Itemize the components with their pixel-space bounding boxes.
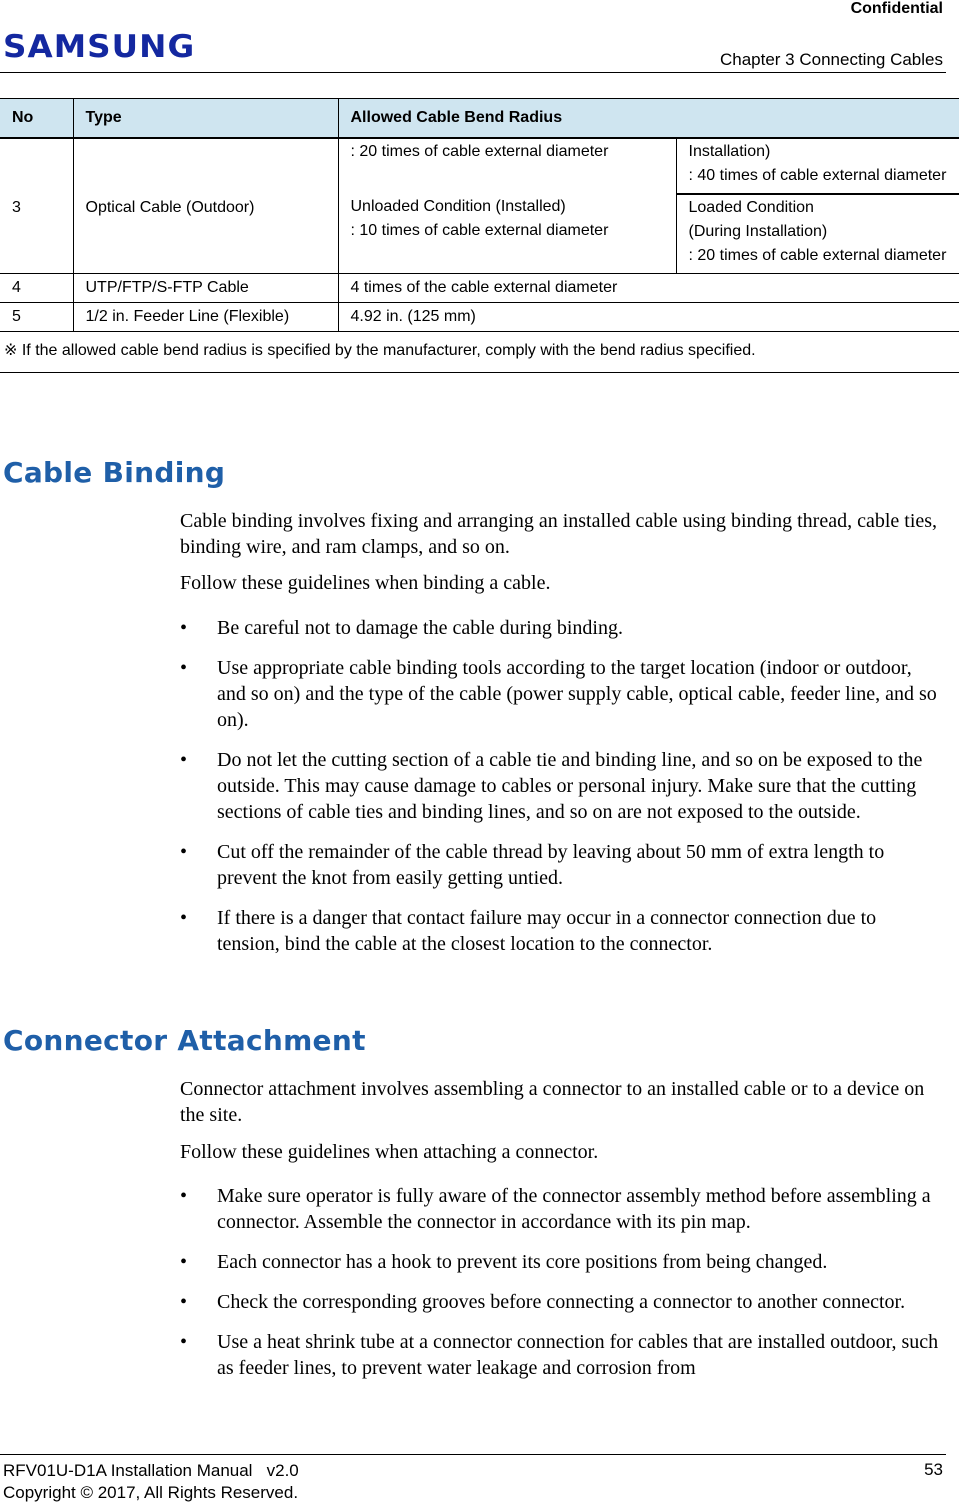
bullet-icon: • <box>180 841 188 863</box>
cell-type: 1/2 in. Feeder Line (Flexible) <box>73 303 338 332</box>
list-item-text: Cut off the remainder of the cable thread by leaving about 50 mm of extra length to prevent the knot from easily getting untied. <box>217 841 885 889</box>
cell-unloaded <box>338 194 676 274</box>
cable-binding-lead: Follow these guidelines when binding a cable. <box>180 572 551 594</box>
list-item <box>180 1289 940 1315</box>
copyright: Copyright © 2017, All Rights Reserved. <box>3 1483 299 1502</box>
samsung-logo: SAMSUNG <box>3 29 196 65</box>
list-item-text: Make sure operator is fully aware of the connector assembly method before assembling a connector. Assemble the connector in accordance with its pin map. <box>217 1185 931 1233</box>
table-row <box>0 138 959 194</box>
cell-line: : 10 times of cable external diameter <box>350 222 609 239</box>
header-divider <box>0 72 946 73</box>
section-heading-cable-binding: Cable Binding <box>3 456 226 489</box>
list-item-text: Each connector has a hook to prevent its core positions from being changed. <box>217 1251 828 1273</box>
table-note-row <box>0 332 959 373</box>
cell-line: Installation) <box>688 143 771 160</box>
connector-attachment-intro: Connector attachment involves assembling a connector to an installed cable or to a device on the site. <box>180 1078 925 1126</box>
list-item <box>180 905 940 957</box>
confidential-label: Confidential <box>850 0 943 17</box>
list-item-text: Use appropriate cable binding tools according to the target location (indoor or outdoor, and so on) and the type of the cable (power supply cable, optical cable, feeder line, and so on). <box>217 657 937 731</box>
table-note: ※ If the allowed cable bend radius is specified by the manufacturer, comply with the bend radius specified. <box>0 332 959 373</box>
cell-loaded <box>676 138 959 194</box>
list-item <box>180 747 940 825</box>
cell-bend-radius: 4.92 in. (125 mm) <box>338 303 959 332</box>
cell-type: UTP/FTP/S-FTP Cable <box>73 274 338 303</box>
bullet-icon: • <box>180 1185 188 1207</box>
list-item-text: Do not let the cutting section of a cable tie and binding line, and so on be exposed to the outside. This may cause damage to cables or personal injury. Make sure that the cutting sections of cable ties and binding lines, and so on are not exposed to the outside. <box>217 749 923 823</box>
cell-line: Unloaded Condition (Installed) <box>350 198 566 215</box>
bullet-icon: • <box>180 657 188 679</box>
table-row <box>0 303 959 332</box>
cell-loaded <box>676 194 959 274</box>
cell-type: Optical Cable (Outdoor) <box>73 194 338 274</box>
list-item <box>180 839 940 891</box>
cell-line: (During Installation) <box>688 223 828 240</box>
cell-bend-radius: 4 times of the cable external diameter <box>338 274 959 303</box>
header-bend-radius: Allowed Cable Bend Radius <box>338 99 959 139</box>
bullet-icon: • <box>180 1251 188 1273</box>
list-item <box>180 655 940 733</box>
list-item-text: Be careful not to damage the cable during binding. <box>217 617 623 639</box>
cell-line: Loaded Condition <box>688 199 814 216</box>
cell-no <box>0 138 73 194</box>
connector-attachment-lead: Follow these guidelines when attaching a connector. <box>180 1141 599 1163</box>
list-item <box>180 1329 940 1381</box>
chapter-title: Chapter 3 Connecting Cables <box>719 50 943 69</box>
list-item-text: If there is a danger that contact failure may occur in a connector connection due to tension, bind the cable at the closest location to the connector. <box>217 907 877 955</box>
cell-no: 4 <box>0 274 73 303</box>
list-item <box>180 1183 940 1235</box>
cable-binding-intro: Cable binding involves fixing and arranging an installed cable using binding thread, cable ties, binding wire, and ram clamps, and so on. <box>180 510 938 558</box>
cable-binding-guidelines <box>180 615 940 971</box>
header-type: Type <box>73 99 338 139</box>
cell-unloaded <box>338 138 676 194</box>
bullet-icon: • <box>180 749 188 771</box>
list-item-text: Use a heat shrink tube at a connector connection for cables that are installed outdoor, such as feeder lines, to prevent water leakage and corrosion from <box>217 1331 939 1379</box>
list-item-text: Check the corresponding grooves before connecting a connector to another connector. <box>217 1291 906 1313</box>
footer-divider <box>0 1454 946 1455</box>
bullet-icon: • <box>180 617 188 639</box>
page-number: 53 <box>924 1460 943 1479</box>
bullet-icon: • <box>180 907 188 929</box>
manual-version: RFV01U-D1A Installation Manual v2.0 <box>3 1461 299 1480</box>
bullet-icon: • <box>180 1331 188 1353</box>
bullet-icon: • <box>180 1291 188 1313</box>
list-item <box>180 1249 940 1275</box>
cell-line: : 20 times of cable external diameter <box>688 247 947 264</box>
footer-info <box>3 1460 299 1504</box>
bend-radius-table <box>0 98 959 373</box>
table-row <box>0 274 959 303</box>
header-no: No <box>0 99 73 139</box>
list-item <box>180 615 940 641</box>
section-heading-connector-attachment: Connector Attachment <box>3 1024 366 1057</box>
table-row <box>0 194 959 274</box>
cell-line: : 40 times of cable external diameter <box>688 167 947 184</box>
cell-line: : 20 times of cable external diameter <box>350 143 609 160</box>
cell-no: 5 <box>0 303 73 332</box>
cell-type <box>73 138 338 194</box>
table-header-row <box>0 99 959 139</box>
cell-no: 3 <box>0 194 73 274</box>
connector-attachment-guidelines <box>180 1183 940 1395</box>
